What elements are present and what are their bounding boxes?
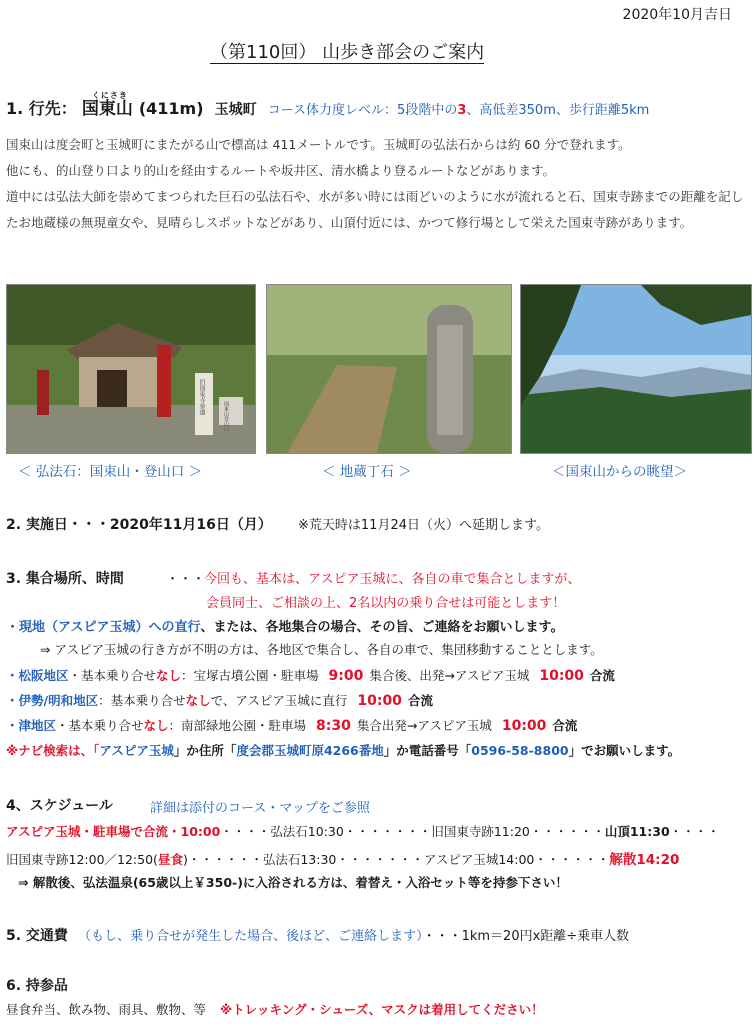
belongings-row	[6, 1000, 544, 1018]
postpone-note: ※荒天時は11月24日（火）へ延期します。	[298, 518, 549, 533]
photo-jizo-choishi	[266, 284, 512, 454]
transport-cost-row	[6, 925, 629, 945]
meeting-heading: 3. 集合場所、時間	[6, 571, 124, 587]
schedule-heading: 4、スケジュール	[6, 798, 113, 814]
document-date: 2020年10月吉日	[622, 7, 732, 23]
summit-view-image	[521, 285, 751, 453]
tsu-row: ・津地区・基本乗り合せなし：南部緑地公園・駐車場 8:30 集合出発→アスピア玉城 10:00 合流	[6, 718, 578, 734]
meeting-note-2: 会員同士、ご相談の上、2名以内の乗り合せは可能とします！	[206, 596, 566, 611]
schedule-detail-note: 詳細は添付のコース・マップをご参照	[150, 801, 370, 816]
belongings-heading: 6. 持参品	[6, 978, 68, 994]
photo-kobo-ishi	[6, 284, 256, 454]
mountain-ruby: くにさき	[91, 91, 128, 100]
shoes-mask-note: ※トレッキング・シューズ、マスクは着用してください！	[220, 1002, 544, 1017]
destination-label: 1. 行先：	[6, 99, 77, 118]
sign-text-1: 旧国東寺参道	[198, 379, 205, 415]
town-name: 玉城町	[214, 102, 257, 118]
transport-note: （もし、乗り合せが発生した場合、後ほど、ご連絡します）	[78, 929, 423, 944]
kobo-ishi-image	[7, 285, 255, 453]
caption-jizo-choishi: ＜ 地蔵丁石 ＞	[322, 464, 412, 480]
course-level: 3	[457, 103, 467, 118]
direct-notice: ・現地（アスピア玉城）への直行、または、各地集合の場合、その旨、ご連絡をお願いします。	[6, 620, 564, 635]
ise-meiwa-row: ・伊勢/明和地区：基本乗り合せなしで、アスピア玉城に直行 10:00 合流	[6, 693, 433, 709]
meeting-dots: ・・・	[166, 572, 206, 587]
transport-heading: 5. 交通費	[6, 928, 68, 944]
matsusaka-row: ・松阪地区・基本乗り合せなし：宝塚古墳公園・駐車場 9:00 集合後、出発→アスピア玉城 10:00 合流	[6, 668, 615, 684]
schedule-row-2: 旧国東寺跡12:00／12:50(昼食)・・・・・・弘法石13:30・・・・・・・アスピア玉城14:00・・・・・・解散14:20	[6, 852, 680, 868]
page-title: （第110回） 山歩き部会のご案内	[210, 42, 485, 63]
course-info: コース体力度レベル：5段階中の3、高低差350m、歩行距離5km	[267, 103, 650, 118]
meeting-note-1: 今回も、基本は、アスピア玉城に、各自の車で集合としますが、	[204, 572, 581, 587]
jizo-choishi-image	[267, 285, 511, 453]
belongings-list: 昼食弁当、飲み物、雨具、敷物、等	[6, 1002, 207, 1017]
event-date: 2. 実施日・・・2020年11月16日（月）	[6, 517, 272, 533]
onsen-note: ⇒ 解散後、弘法温泉(65歳以上￥350-)に入浴される方は、着替え・入浴セット等を持参下さい！	[18, 875, 568, 890]
mountain-name: くにさき 国東山	[81, 91, 133, 119]
description-paragraph: 国束山は度会町と玉城町にまたがる山で標高は 411メートルです。玉城町の弘法石からは約 60 分で登れます。 他にも、的山登り口より的山を経由するルートや坂井区、清水橋より登るルートなどがあります。 道中には弘法大師を崇めてまつられた巨石の弘法石や、水が多い時には雨どいのように水が流れると石、国束寺跡までの距離を記したお地蔵様の無現童女や、見晴らしスポットなどがあり、山頂付近には、かつて修行場として栄えた国束寺跡があります。	[6, 137, 744, 230]
transport-formula: ・・・1km＝20円x距離÷乗車人数	[422, 929, 630, 944]
section-date	[6, 514, 549, 534]
section-destination	[6, 91, 750, 119]
schedule-row-1: アスピア玉城・駐車場で合流・10:00・・・・弘法石10:30・・・・・・・旧国東寺跡11:20・・・・・・山頂11:30・・・・	[6, 824, 720, 839]
photo-summit-view	[520, 284, 752, 454]
navi-search-note: ※ナビ検索は、「アスピア玉城」か住所「度会郡玉城町原4266番地」か電話番号「0596-58-8800」でお願いします。	[6, 743, 681, 758]
sign-text-2: 国東山登山口	[223, 401, 229, 431]
caption-summit-view: ＜国束山からの眺望＞	[552, 464, 687, 480]
group-travel-note: ⇒ アスピア玉城の行き方が不明の方は、各地区で集合し、各自の車で、集団移動することとします。	[40, 642, 603, 657]
caption-kobo-ishi: ＜ 弘法石：国束山・登山口 ＞	[18, 464, 203, 480]
mountain-elevation: (411m)	[138, 99, 204, 118]
